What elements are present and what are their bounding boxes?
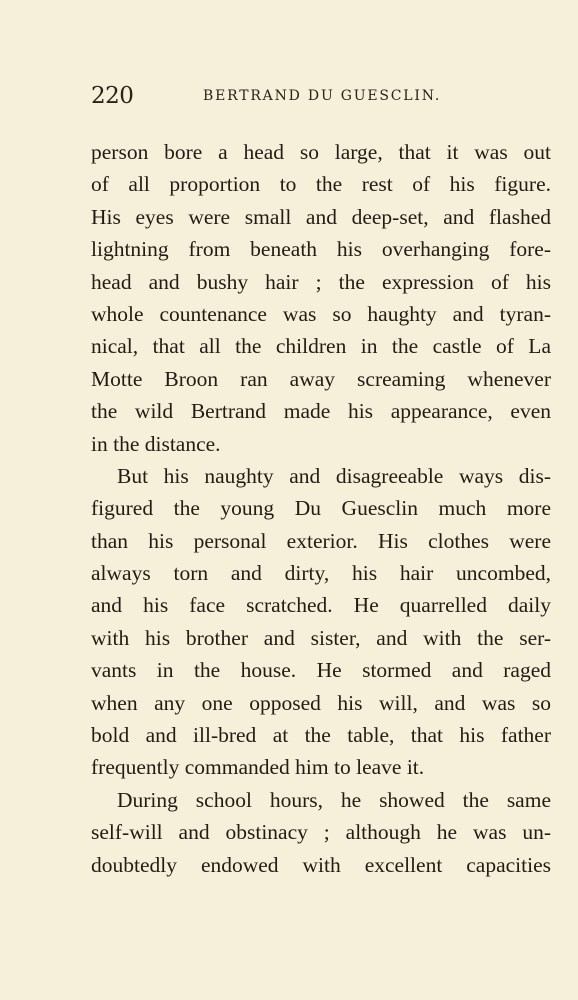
page-number: 220 bbox=[91, 83, 134, 109]
text-line: doubtedly endowed with excellent capacities bbox=[91, 852, 551, 877]
text-line: Motte Broon ran away screaming whenever bbox=[91, 366, 551, 391]
text-line: of all proportion to the rest of his figure. bbox=[91, 172, 551, 197]
paragraph-first-line: But his naughty and disagreeable ways dis- bbox=[117, 463, 551, 488]
text-line: head and bushy hair ; the expression of his bbox=[91, 269, 551, 294]
body-text bbox=[91, 136, 551, 881]
text-line: self-will and obstinacy ; although he was un- bbox=[91, 820, 551, 845]
text-line: always torn and dirty, his hair uncombed, bbox=[91, 561, 551, 586]
text-line: nical, that all the children in the castle of La bbox=[91, 334, 551, 359]
text-line: figured the young Du Guesclin much more bbox=[91, 496, 551, 521]
text-line: and his face scratched. He quarrelled daily bbox=[91, 593, 551, 618]
text-line: with his brother and sister, and with the ser- bbox=[91, 625, 551, 650]
text-line: lightning from beneath his overhanging fore- bbox=[91, 237, 551, 262]
text-line: the wild Bertrand made his appearance, even bbox=[91, 399, 551, 424]
text-line: bold and ill-bred at the table, that his father bbox=[91, 723, 551, 748]
running-head: BERTRAND DU GUESCLIN. bbox=[203, 88, 442, 104]
paragraph-first-line: During school hours, he showed the same bbox=[117, 787, 551, 812]
text-line: than his personal exterior. His clothes were bbox=[91, 528, 551, 553]
text-line: frequently commanded him to leave it. bbox=[91, 755, 425, 780]
text-line: His eyes were small and deep-set, and flashed bbox=[91, 204, 551, 229]
text-line: vants in the house. He stormed and raged bbox=[91, 658, 551, 683]
text-line: in the distance. bbox=[91, 431, 221, 456]
text-line: whole countenance was so haughty and tyran- bbox=[91, 301, 551, 326]
text-line: when any one opposed his will, and was so bbox=[91, 690, 551, 715]
page-header bbox=[91, 78, 550, 114]
text-line: person bore a head so large, that it was out bbox=[91, 140, 551, 164]
